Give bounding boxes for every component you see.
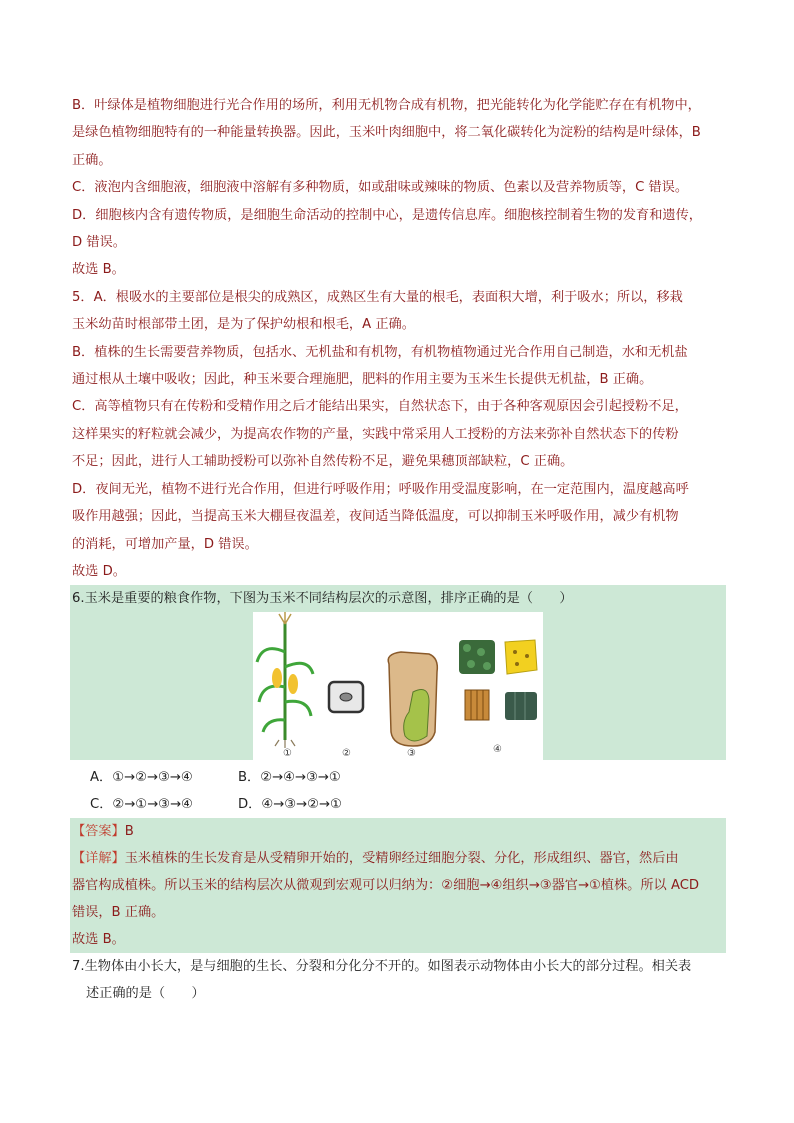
q6-option-d[interactable]: D．④→③→②→①	[238, 797, 342, 813]
q6-option-b[interactable]: B．②→④→③→①	[238, 770, 341, 786]
figure-label-4: ④	[493, 744, 502, 756]
q6-option-a[interactable]: A．①→②→③→④	[90, 770, 193, 786]
prev-d-line1: D．细胞核内含有遗传物质，是细胞生命活动的控制中心，是遗传信息库。细胞核控制着生物的发育和遗传，	[72, 207, 702, 223]
q7-line1: 7.生物体由小长大，是与细胞的生长、分裂和分化分不开的。如图表示动物体由小长大的部分过程。相关表	[72, 959, 692, 975]
q7-line2: 述正确的是（ ）	[86, 986, 205, 1002]
prev-answer-explanation	[72, 92, 724, 284]
prev-d-line2: D 错误。	[72, 235, 126, 251]
prev-b-line3: 正确。	[72, 152, 112, 168]
q6-option-c[interactable]: C．②→①→③→④	[90, 797, 193, 813]
q5-explanation	[72, 284, 724, 585]
q6-choose: 故选 B。	[72, 932, 125, 948]
q6-options-row2	[72, 791, 724, 818]
figure-label-3: ③	[407, 748, 416, 760]
prev-choose: 故选 B。	[72, 262, 125, 278]
q5-c-line3: 不足；因此，进行人工辅助授粉可以弥补自然传粉不足，避免果穗顶部缺粒，C 正确。	[72, 454, 574, 470]
detail-tag: 【详解】	[72, 851, 125, 867]
document-page	[72, 92, 724, 1007]
q6-answer-block	[70, 818, 726, 953]
q5-b-line1: B．植株的生长需要营养物质，包括水、无机盐和有机物，有机物植物通过光合作用自己制造，水和无机盐	[72, 344, 688, 360]
cell-image	[329, 682, 363, 712]
corn-structure-figure	[253, 612, 543, 760]
prev-c-line1: C．液泡内含细胞液，细胞液中溶解有多种物质，如或甜味或辣味的物质、色素以及营养物质等，C 错误。	[72, 180, 689, 196]
question-6-block	[70, 585, 726, 760]
prev-b-line2: 是绿色植物细胞特有的一种能量转换器。因此，玉米叶肉细胞中，将二氧化碳转化为淀粉的结构是叶绿体，B	[72, 125, 701, 141]
q6-detail-line2: 器官构成植株。所以玉米的结构层次从微观到宏观可以归纳为：②细胞→④组织→③器官→①植株。所以 ACD	[72, 878, 700, 894]
q6-detail-line3: 错误，B 正确。	[72, 905, 165, 921]
q7-line2-wrapper	[72, 980, 724, 1007]
q6-answer-line	[72, 818, 724, 845]
q5-d-line2: 吸作用越强；因此，当提高玉米大棚昼夜温差，夜间适当降低温度，可以抑制玉米呼吸作用，减少有机物	[72, 509, 679, 525]
detail-text-1: 玉米植株的生长发育是从受精卵开始的，受精卵经过细胞分裂、分化，形成组织、器官，然后由	[124, 851, 679, 867]
corn-structure-illustration	[253, 612, 543, 760]
q6-detail-line1	[72, 845, 724, 872]
question-7-block	[72, 953, 724, 1007]
q5-c-line1: C．高等植物只有在传粉和受精作用之后才能结出果实，自然状态下，由于各种客观原因会引起授粉不足，	[72, 399, 688, 415]
q5-a-line2: 玉米幼苗时根部带土团，是为了保护幼根和根毛，A 正确。	[72, 317, 415, 333]
q5-d-line3: 的消耗，可增加产量，D 错误。	[72, 536, 258, 552]
q5-d-line1: D．夜间无光，植物不进行光合作用，但进行呼吸作用；呼吸作用受温度影响，在一定范围内，温度越高呼	[72, 481, 689, 497]
tissue-images	[459, 640, 537, 720]
answer-value: B	[124, 824, 134, 840]
seed-image	[388, 652, 437, 746]
q6-options-row1	[72, 764, 724, 791]
q6-stem: 6.玉米是重要的粮食作物，下图为玉米不同结构层次的示意图，排序正确的是（ ）	[72, 591, 573, 607]
q5-choose: 故选 D。	[72, 563, 126, 579]
q6-options	[72, 764, 724, 818]
answer-tag: 【答案】	[72, 824, 125, 840]
figure-label-2: ②	[342, 748, 351, 760]
prev-b-line1: B．叶绿体是植物细胞进行光合作用的场所，利用无机物合成有机物，把光能转化为化学能贮存在有机物中，	[72, 98, 701, 113]
corn-plant-image	[257, 612, 313, 748]
q5-a-line1: 5．A．根吸水的主要部位是根尖的成熟区，成熟区生有大量的根毛，表面积大增，利于吸水；所以，移栽	[72, 289, 683, 305]
figure-label-1: ①	[283, 748, 292, 760]
q5-c-line2: 这样果实的籽粒就会减少，为提高农作物的产量，实践中常采用人工授粉的方法来弥补自然状态下的传粉	[72, 426, 679, 442]
q5-b-line2: 通过根从土壤中吸收；因此，种玉米要合理施肥，肥料的作用主要为玉米生长提供无机盐，B 正确。	[72, 372, 653, 388]
